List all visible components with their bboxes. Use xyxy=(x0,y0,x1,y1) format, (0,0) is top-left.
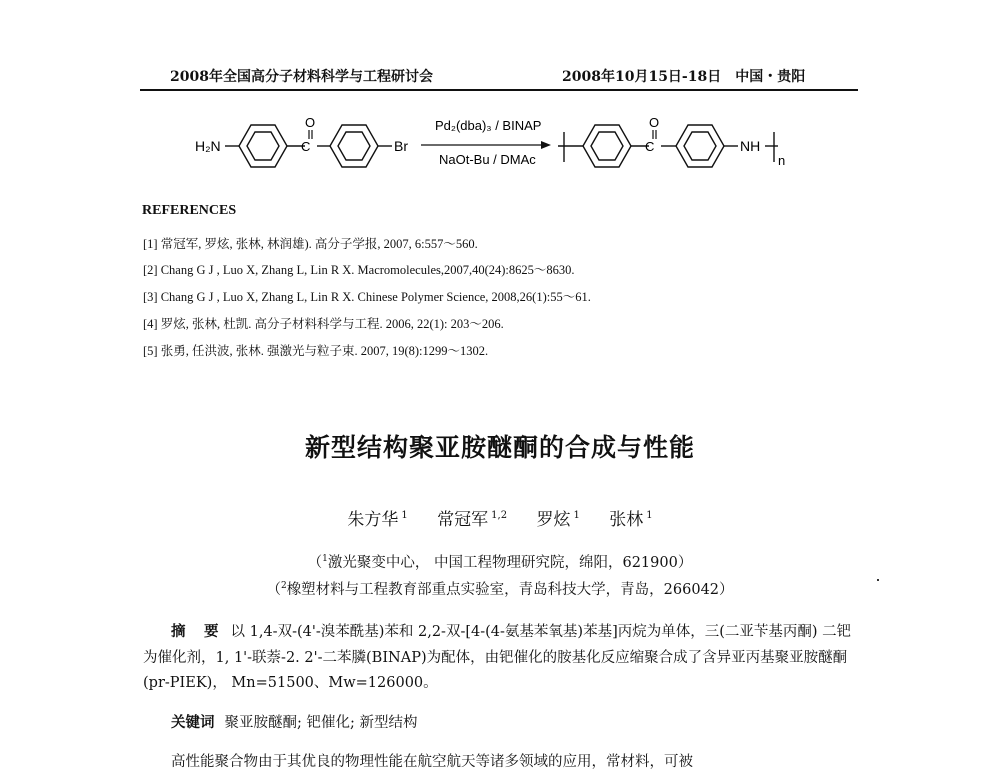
paper-title: 新型结构聚亚胺醚酮的合成与性能 xyxy=(304,433,695,462)
abstract-label: 摘 要 xyxy=(171,624,221,640)
running-header xyxy=(140,66,858,90)
benzene-ring-1 xyxy=(239,125,287,167)
carbonyl-c-1: C xyxy=(301,139,311,154)
scan-speck xyxy=(877,579,879,581)
catalyst-label: Pd₂(dba)₃ / BINAP xyxy=(435,118,542,133)
carbonyl-o-2: O xyxy=(649,115,660,130)
reference-item: [1] 常冠军, 罗炫, 张林, 林润雄). 高分子学报, 2007, 6:557～560. xyxy=(143,237,478,251)
references-heading: REFERENCES xyxy=(142,203,237,218)
author-list xyxy=(0,505,1000,530)
carbonyl-c-2: C xyxy=(645,139,655,154)
reactant-bromide-label: Br xyxy=(394,138,408,154)
reference-item: [3] Chang G J , Luo X, Zhang L, Lin R X. Chinese Polymer Science, 2008,26(1):55～61. xyxy=(143,290,591,304)
benzene-ring-4 xyxy=(676,125,724,167)
conditions-label: NaOt-Bu / DMAc xyxy=(439,152,536,167)
reference-item: [2] Chang G J , Luo X, Zhang L, Lin R X. Macromolecules,2007,40(24):8625～8630. xyxy=(143,263,575,277)
affiliation-1: （$^1$激光聚变中心， 中国工程物理研究院，绵阳，621900） xyxy=(307,554,693,571)
benzene-ring-2 xyxy=(330,125,378,167)
abstract xyxy=(143,620,858,697)
affiliation-2: （$^2$橡塑材料与工程教育部重点实验室，青岛科技大学，青岛，266042） xyxy=(266,581,734,598)
reaction-scheme xyxy=(195,104,815,184)
author: 张林 $^1$ xyxy=(609,510,653,530)
author: 罗炫 $^1$ xyxy=(536,510,580,530)
carbonyl-o-1: O xyxy=(305,115,316,130)
keywords xyxy=(171,711,418,732)
reactant-amine-label: H₂N xyxy=(195,138,221,154)
header-rule xyxy=(140,89,858,91)
abstract-text: 以 1,4-双-(4'-溴苯酰基)苯和 2,2-双-[4-(4-氨基苯氧基)苯基]丙烷为单体，三(二亚苄基丙酮) 二钯为催化剂，1, 1'-联萘-2. 2'-二苯膦(BINAP)为配体，由钯催化的胺基化反应缩聚合成了含异亚丙基聚亚胺醚酮(pr-PIEK)， Mn=51500、Mw=126000。 xyxy=(143,624,852,691)
reference-item: [4] 罗炫, 张林, 杜凯. 高分子材料科学与工程. 2006, 22(1): 203～206. xyxy=(143,317,504,331)
product-amine-label: NH xyxy=(740,138,761,154)
author: 朱方华 $^1$ xyxy=(347,510,408,530)
body-text-fragment: 高性能聚合物由于其优良的物理性能在航空航天等诸多领域的应用，常材料，可被 xyxy=(171,754,693,770)
benzene-ring-3 xyxy=(583,125,631,167)
header-date-location: 2008年10月15日-18日 中国・贵阳 xyxy=(562,69,806,85)
keywords-text: 聚亚胺醚酮; 钯催化; 新型结构 xyxy=(224,715,418,731)
repeat-unit-n: n xyxy=(778,153,786,168)
reference-item: [5] 张勇, 任洪波, 张林. 强激光与粒子束. 2007, 19(8):1299～1302. xyxy=(143,344,489,358)
author: 常冠军 $^{1,2}$ xyxy=(437,510,508,530)
header-conference: 2008年全国高分子材料科学与工程研讨会 xyxy=(170,69,433,85)
keywords-label: 关键词 xyxy=(171,715,215,731)
